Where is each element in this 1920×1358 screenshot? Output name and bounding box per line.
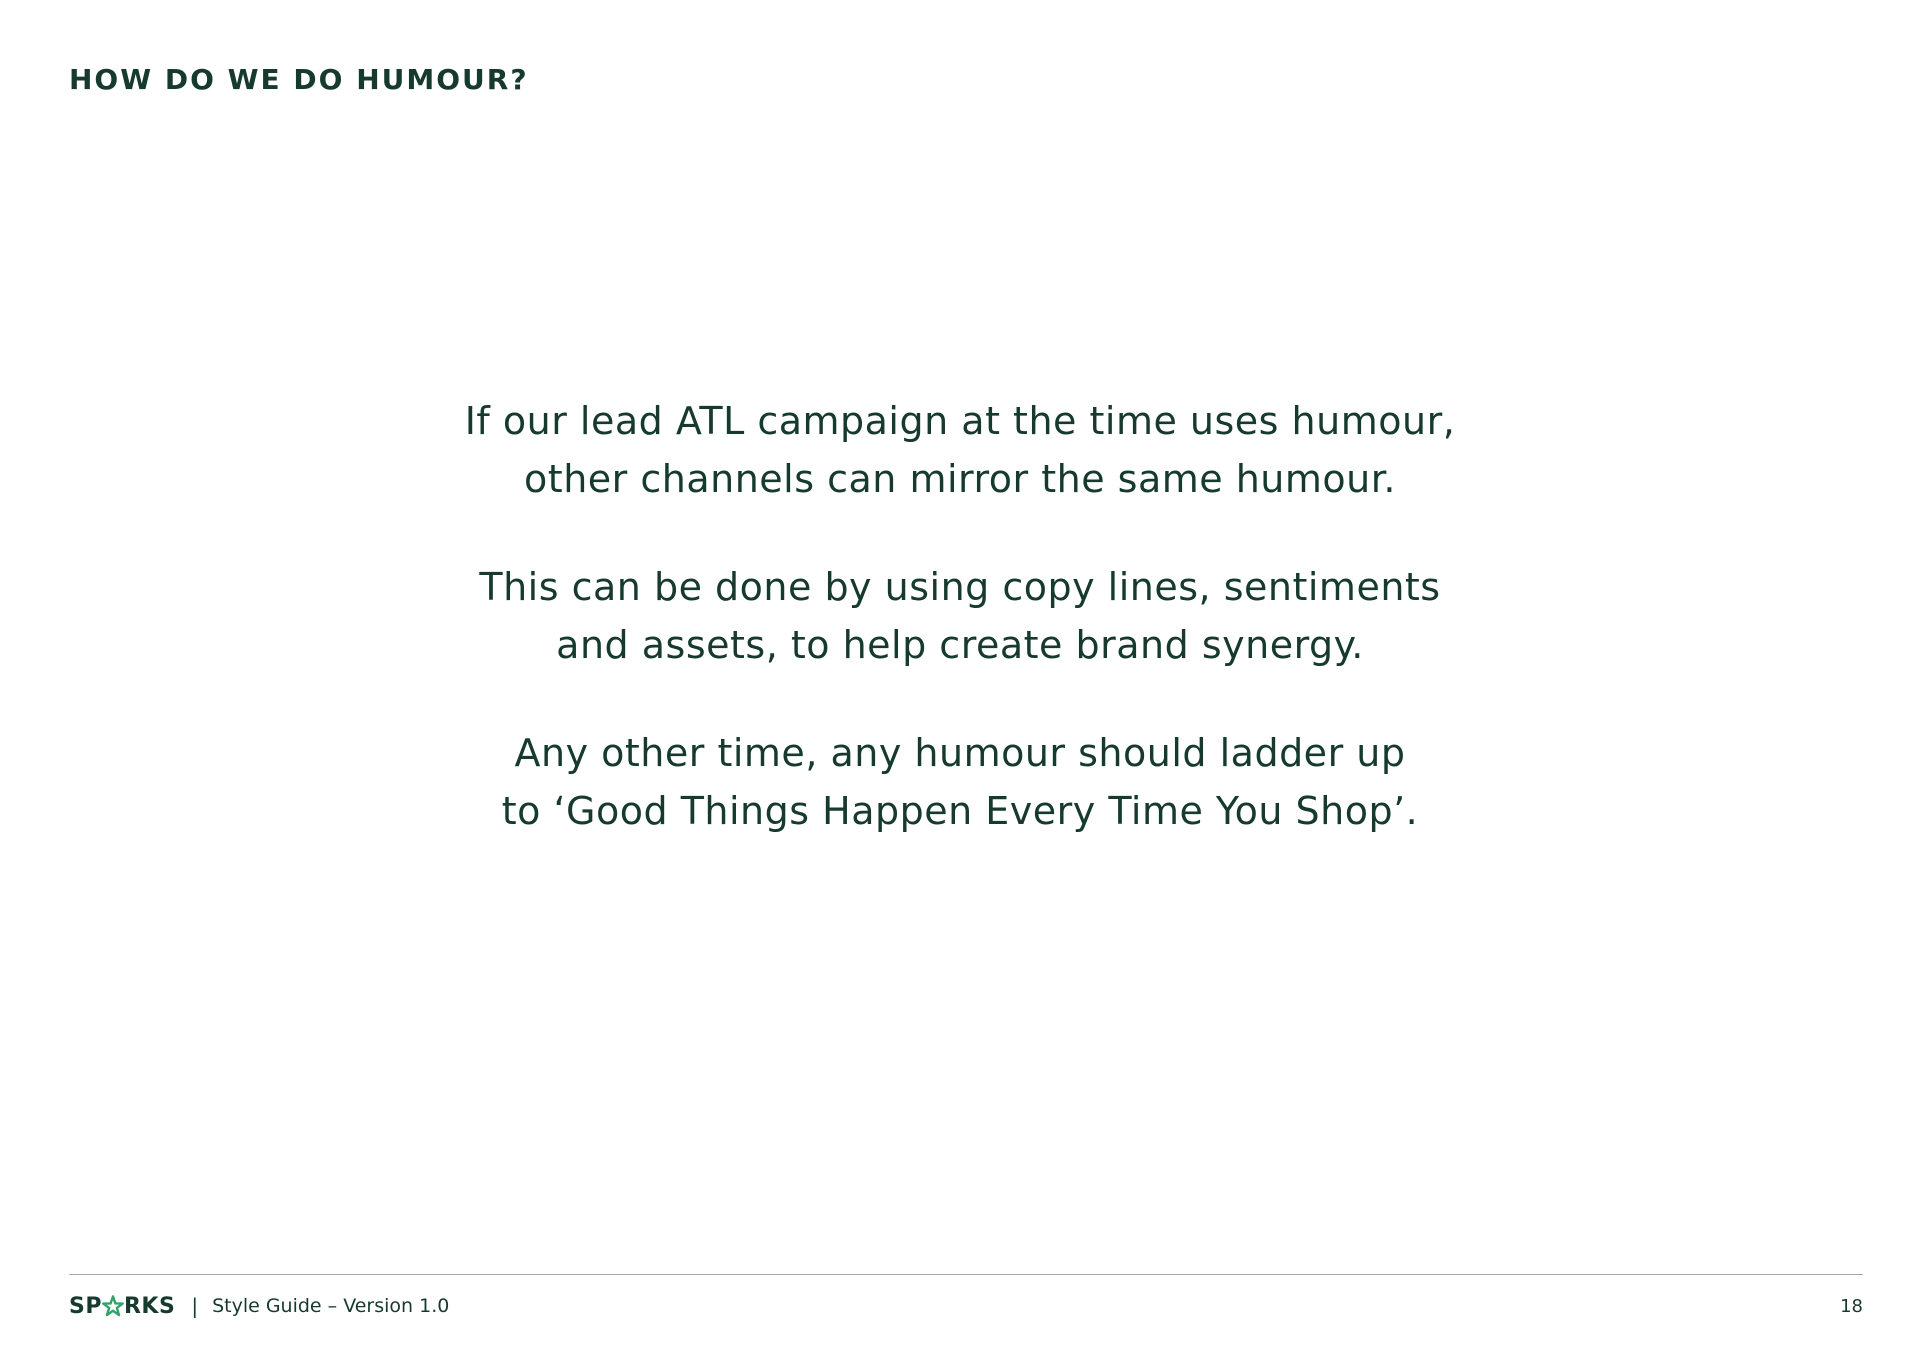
footer-divider <box>69 1274 1863 1275</box>
paragraph-line: other channels can mirror the same humour. <box>524 457 1396 501</box>
paragraph-line: to ‘Good Things Happen Every Time You Shop’. <box>501 789 1419 833</box>
body-copy <box>0 392 1920 890</box>
footer <box>69 1292 1863 1320</box>
paragraph-line: If our lead ATL campaign at the time uses humour, <box>464 399 1456 443</box>
paragraph-line: This can be done by using copy lines, sentiments <box>479 565 1441 609</box>
paragraph-humour-mirroring <box>0 392 1920 508</box>
page-title: HOW DO WE DO HUMOUR? <box>69 63 529 96</box>
paragraph-line: and assets, to help create brand synergy. <box>556 623 1364 667</box>
paragraph-good-things <box>0 724 1920 840</box>
sparks-logo <box>69 1294 175 1319</box>
paragraph-brand-synergy <box>0 558 1920 674</box>
paragraph-line: Any other time, any humour should ladder up <box>514 731 1406 775</box>
logo-text-end: RKS <box>123 1293 176 1319</box>
page-number: 18 <box>1840 1295 1863 1317</box>
logo-text-start: SP <box>69 1293 102 1319</box>
document-version-label: Style Guide – Version 1.0 <box>212 1295 450 1317</box>
footer-separator: | <box>191 1294 199 1318</box>
star-icon <box>102 1295 124 1317</box>
